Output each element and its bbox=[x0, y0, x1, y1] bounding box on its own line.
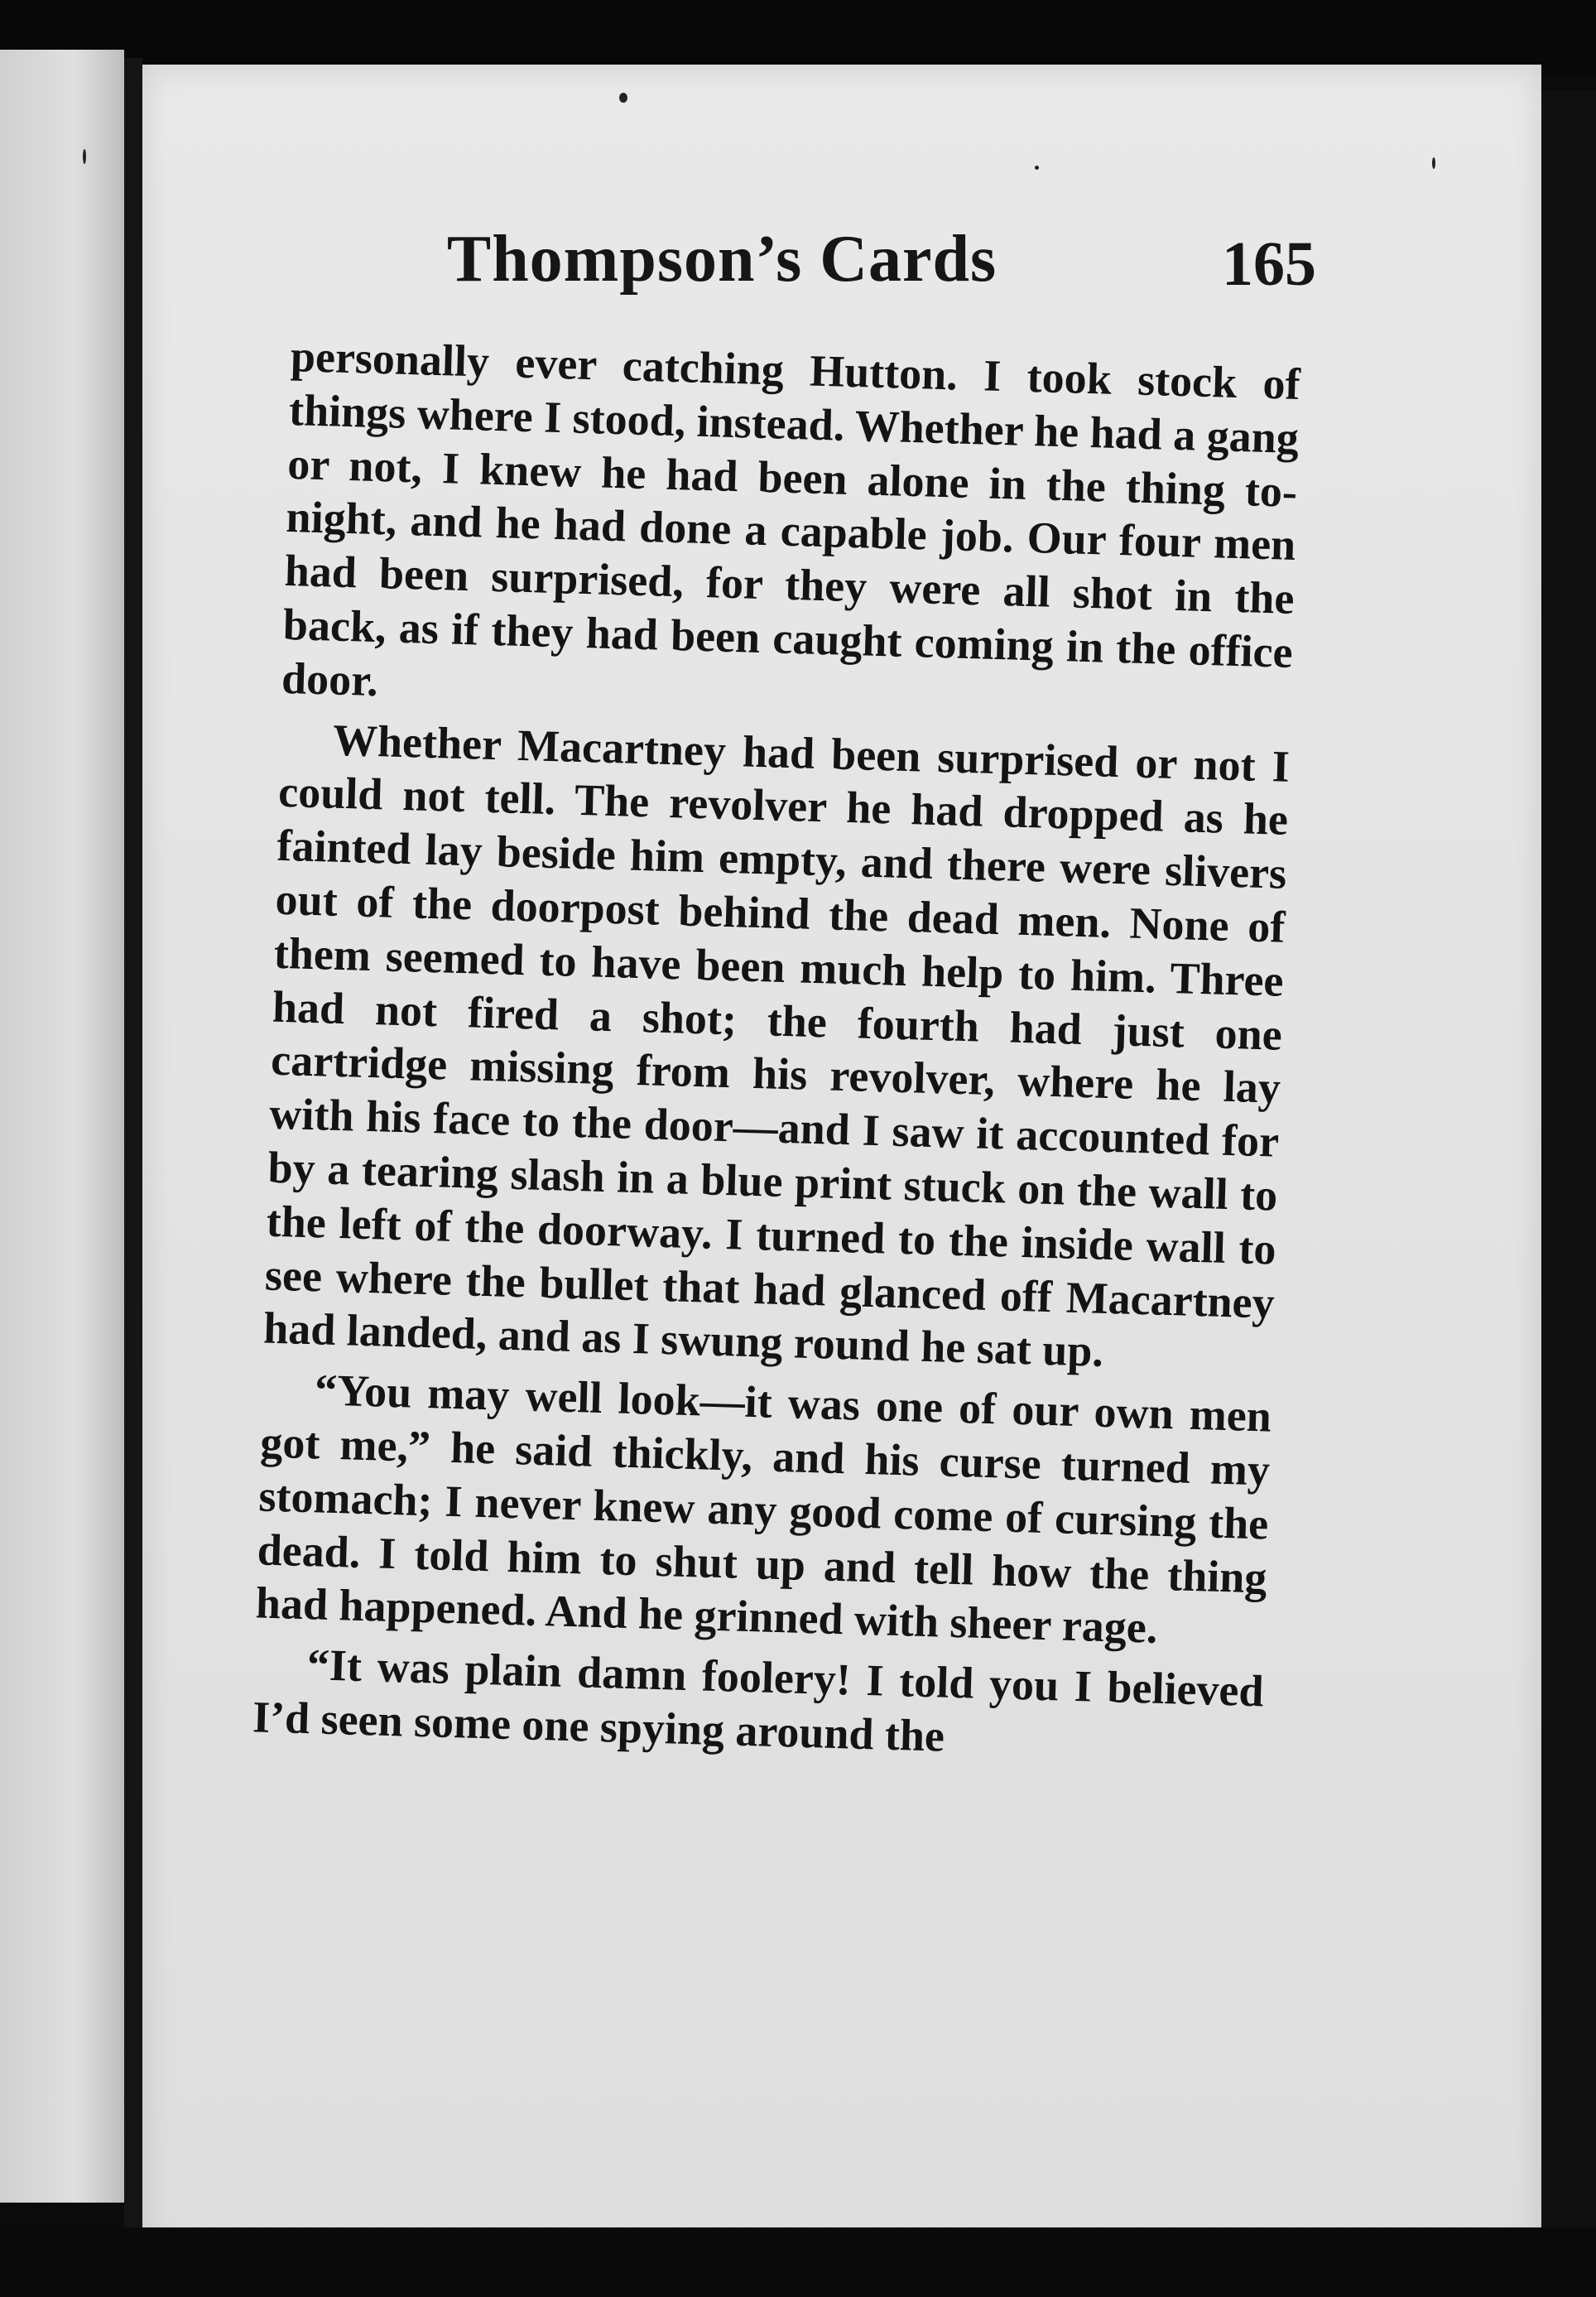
dust-speck bbox=[1432, 157, 1435, 169]
body-text bbox=[252, 330, 1300, 1779]
scan-right-border bbox=[1541, 91, 1596, 2297]
dust-speck bbox=[619, 93, 627, 103]
book-gutter bbox=[124, 58, 142, 2227]
paragraph: “It was plain damn foolery! I told you I believed I’d seen some one spying around the bbox=[252, 1640, 1265, 1761]
facing-page-edge bbox=[0, 50, 124, 2203]
paragraph: Whether Macartney had been surprised or not I could not tell. The revolver he had dropped as he fainted lay beside him empty, and there were slivers out of the doorpost behind the dead men. None of them seemed to have been much help to him. Three had not fired a shot; the fourth had just one cartridge missing from his revolver, where he lay with his face to the door—and I saw it accounted for by a tearing slash in a blue print stuck on the wall to the left of the doorway. I turned to the inside wall to see where the bullet that had glanced off Macartney had landed, and as I swung round he sat up. bbox=[262, 715, 1291, 1377]
page-number: 165 bbox=[1222, 229, 1316, 299]
paragraph: “You may well look—it was one of our own men got me,” he said thickly, and his curse turned my stomach; I never knew any good come of cursing the dead. I told him to shut up and tell how the thing had happened. And he grinned with sheer rage. bbox=[255, 1365, 1272, 1654]
dust-speck bbox=[83, 149, 86, 164]
dust-speck bbox=[1035, 166, 1039, 170]
paragraph: personally ever catching Hutton. I took stock of things where I stood, instead. Whether he had a gang or not, I knew he had been alone in the thing to-night, and he had done a capable job. Our four men had been surprised, for they were all shot in the back, as if they had been caught coming in the office door. bbox=[281, 330, 1301, 705]
scan-bottom-border bbox=[0, 2227, 1596, 2297]
running-head: Thompson’s Cards bbox=[446, 223, 997, 296]
